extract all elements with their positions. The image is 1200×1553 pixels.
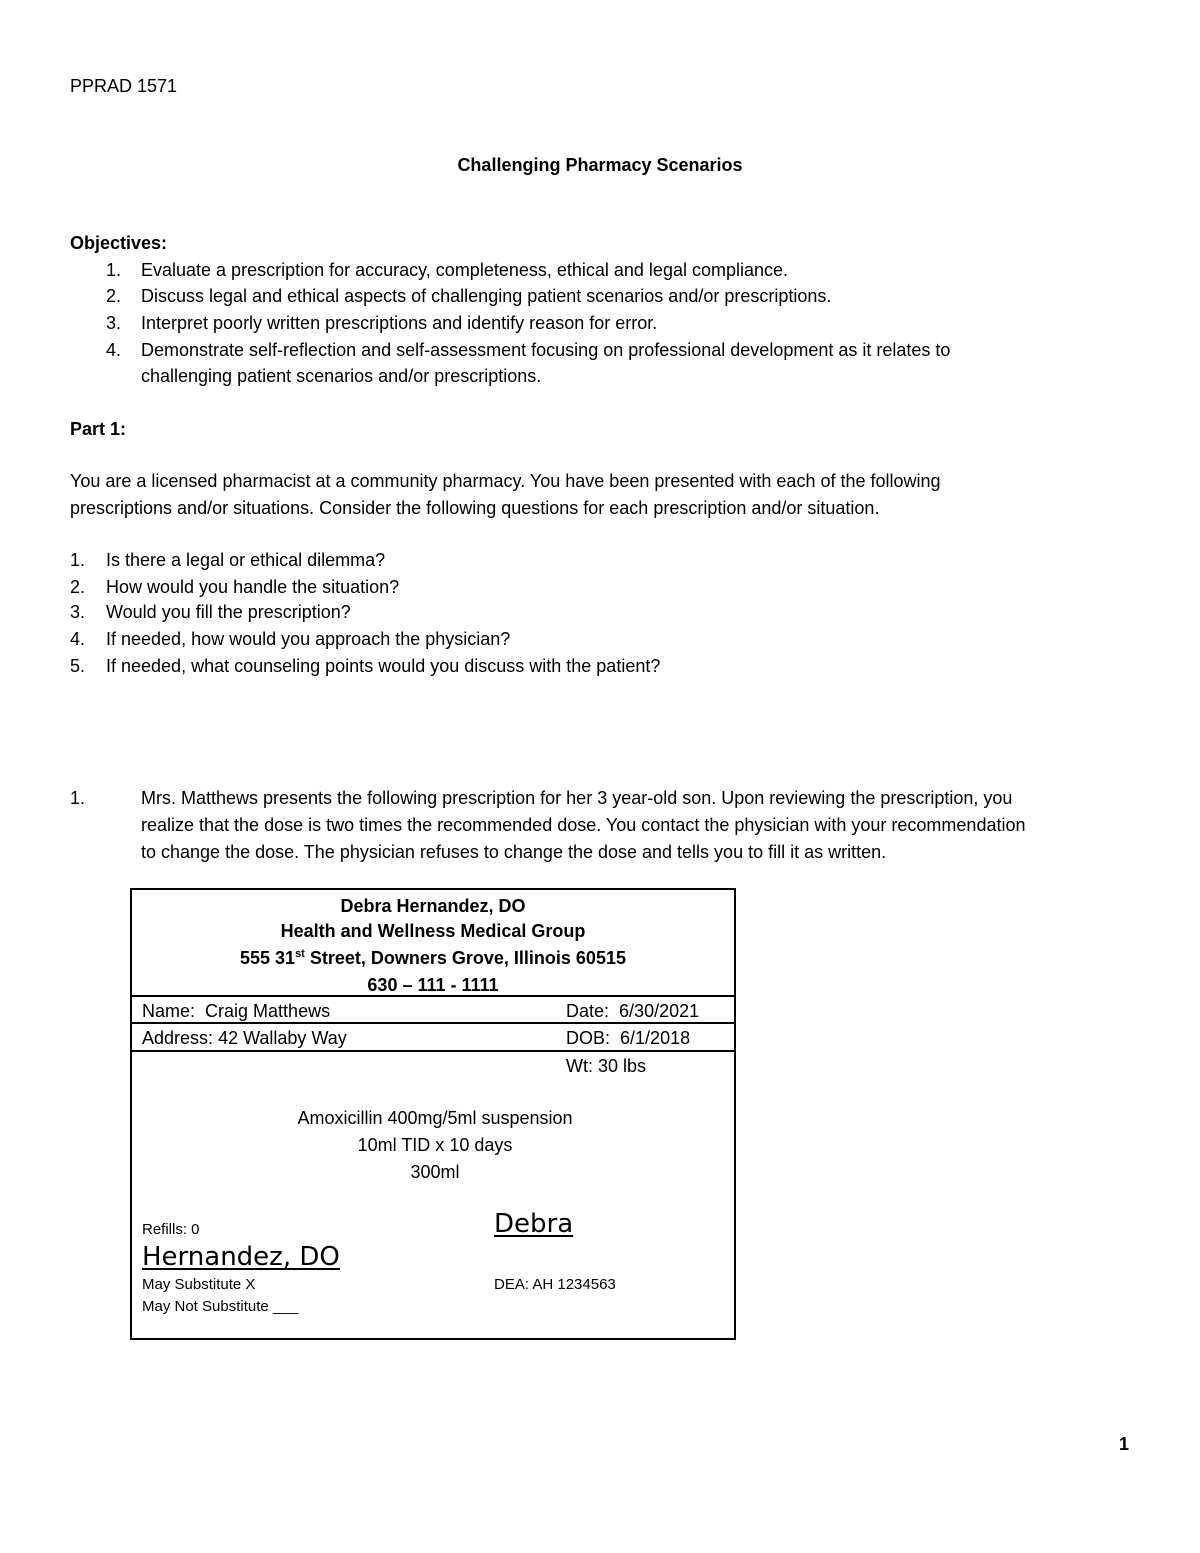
objective-item-3 <box>106 313 121 334</box>
rx-address-suffix: st <box>295 948 305 960</box>
rx-dob-row <box>566 1028 690 1049</box>
rx-divider <box>132 995 734 997</box>
prescription-form <box>130 888 736 1340</box>
rx-address-value: 42 Wallaby Way <box>218 1028 347 1048</box>
rx-phone: 630 – 111 - 1111 <box>367 975 499 995</box>
part1-heading: Part 1: <box>70 419 127 439</box>
objective-text-1: Evaluate a prescription for accuracy, completeness, ethical and legal compliance. <box>141 260 789 280</box>
objective-text-4-line-1: Demonstrate self-reflection and self-assessment focusing on professional development as it relates to <box>141 340 951 360</box>
part1-intro-line-2: prescriptions and/or situations. Consider the following questions for each prescription and/or situation. <box>70 498 880 518</box>
rx-doctor-name: Debra Hernandez, DO <box>340 896 526 916</box>
scenario-number-1: 1. <box>70 788 86 808</box>
question-number-2: 2. <box>70 577 86 597</box>
rx-name-label: Name: <box>142 1001 196 1021</box>
question-number-5: 5. <box>70 656 86 676</box>
rx-address-row <box>142 1028 347 1049</box>
rx-weight-label: Wt: <box>566 1056 593 1076</box>
list-number: 4. <box>106 340 122 360</box>
rx-dob-label: DOB: <box>566 1028 611 1048</box>
rx-divider <box>132 1050 734 1052</box>
page-title: Challenging Pharmacy Scenarios <box>457 155 743 175</box>
page-number: 1 <box>1119 1434 1130 1454</box>
rx-quantity: 300ml <box>410 1162 460 1182</box>
objective-item-2 <box>106 286 121 307</box>
rx-date-label: Date: <box>566 1001 610 1021</box>
rx-refills: Refills: 0 <box>142 1221 200 1238</box>
rx-date-value: 6/30/2021 <box>619 1001 700 1021</box>
rx-name-row <box>142 1001 330 1022</box>
scenario-text-line-1: Mrs. Matthews presents the following prescription for her 3 year-old son. Upon reviewing the prescription, you <box>141 788 1013 808</box>
rx-dea: DEA: AH 1234563 <box>494 1276 616 1293</box>
rx-signature-line-2: Hernandez, DO <box>142 1242 340 1272</box>
objective-text-4-line-2: challenging patient scenarios and/or prescriptions. <box>141 366 542 386</box>
question-number-4: 4. <box>70 629 86 649</box>
rx-divider <box>132 1022 734 1024</box>
objective-item-4 <box>106 340 121 361</box>
rx-address-rest: Street, Downers Grove, Illinois 60515 <box>304 948 626 968</box>
rx-medical-group: Health and Wellness Medical Group <box>280 921 586 941</box>
course-code: PPRAD 1571 <box>70 76 178 96</box>
rx-date-row <box>566 1001 699 1022</box>
rx-weight-row <box>566 1056 646 1077</box>
question-text-1: Is there a legal or ethical dilemma? <box>106 550 386 570</box>
question-text-3: Would you fill the prescription? <box>106 602 351 622</box>
rx-drug: Amoxicillin 400mg/5ml suspension <box>297 1108 573 1128</box>
list-number: 3. <box>106 313 122 333</box>
question-number-3: 3. <box>70 602 86 622</box>
list-number: 1. <box>106 260 122 280</box>
question-text-2: How would you handle the situation? <box>106 577 400 597</box>
rx-name-value: Craig Matthews <box>205 1001 331 1021</box>
question-number-1: 1. <box>70 550 86 570</box>
rx-address-label: Address: <box>142 1028 214 1048</box>
rx-directions: 10ml TID x 10 days <box>357 1135 513 1155</box>
list-number: 2. <box>106 286 122 306</box>
question-text-4: If needed, how would you approach the physician? <box>106 629 511 649</box>
rx-clinic-address <box>132 948 734 969</box>
objectives-heading: Objectives: <box>70 233 168 253</box>
objective-text-3: Interpret poorly written prescriptions and identify reason for error. <box>141 313 658 333</box>
scenario-text-line-2: realize that the dose is two times the recommended dose. You contact the physician with your recommendation <box>141 815 1026 835</box>
rx-weight-value: 30 lbs <box>598 1056 647 1076</box>
rx-signature-line-1: Debra <box>494 1209 574 1239</box>
question-text-5: If needed, what counseling points would you discuss with the patient? <box>106 656 661 676</box>
rx-dob-value: 6/1/2018 <box>620 1028 691 1048</box>
objective-text-2: Discuss legal and ethical aspects of challenging patient scenarios and/or prescriptions. <box>141 286 832 306</box>
rx-address-number: 555 31 <box>240 948 296 968</box>
objective-item-1 <box>106 260 121 281</box>
rx-may-substitute: May Substitute X <box>142 1276 256 1293</box>
part1-intro-line-1: You are a licensed pharmacist at a community pharmacy. You have been presented with each of the following <box>70 471 941 491</box>
scenario-text-line-3: to change the dose. The physician refuses to change the dose and tells you to fill it as written. <box>141 842 887 862</box>
rx-may-not-substitute: May Not Substitute ___ <box>142 1298 298 1315</box>
